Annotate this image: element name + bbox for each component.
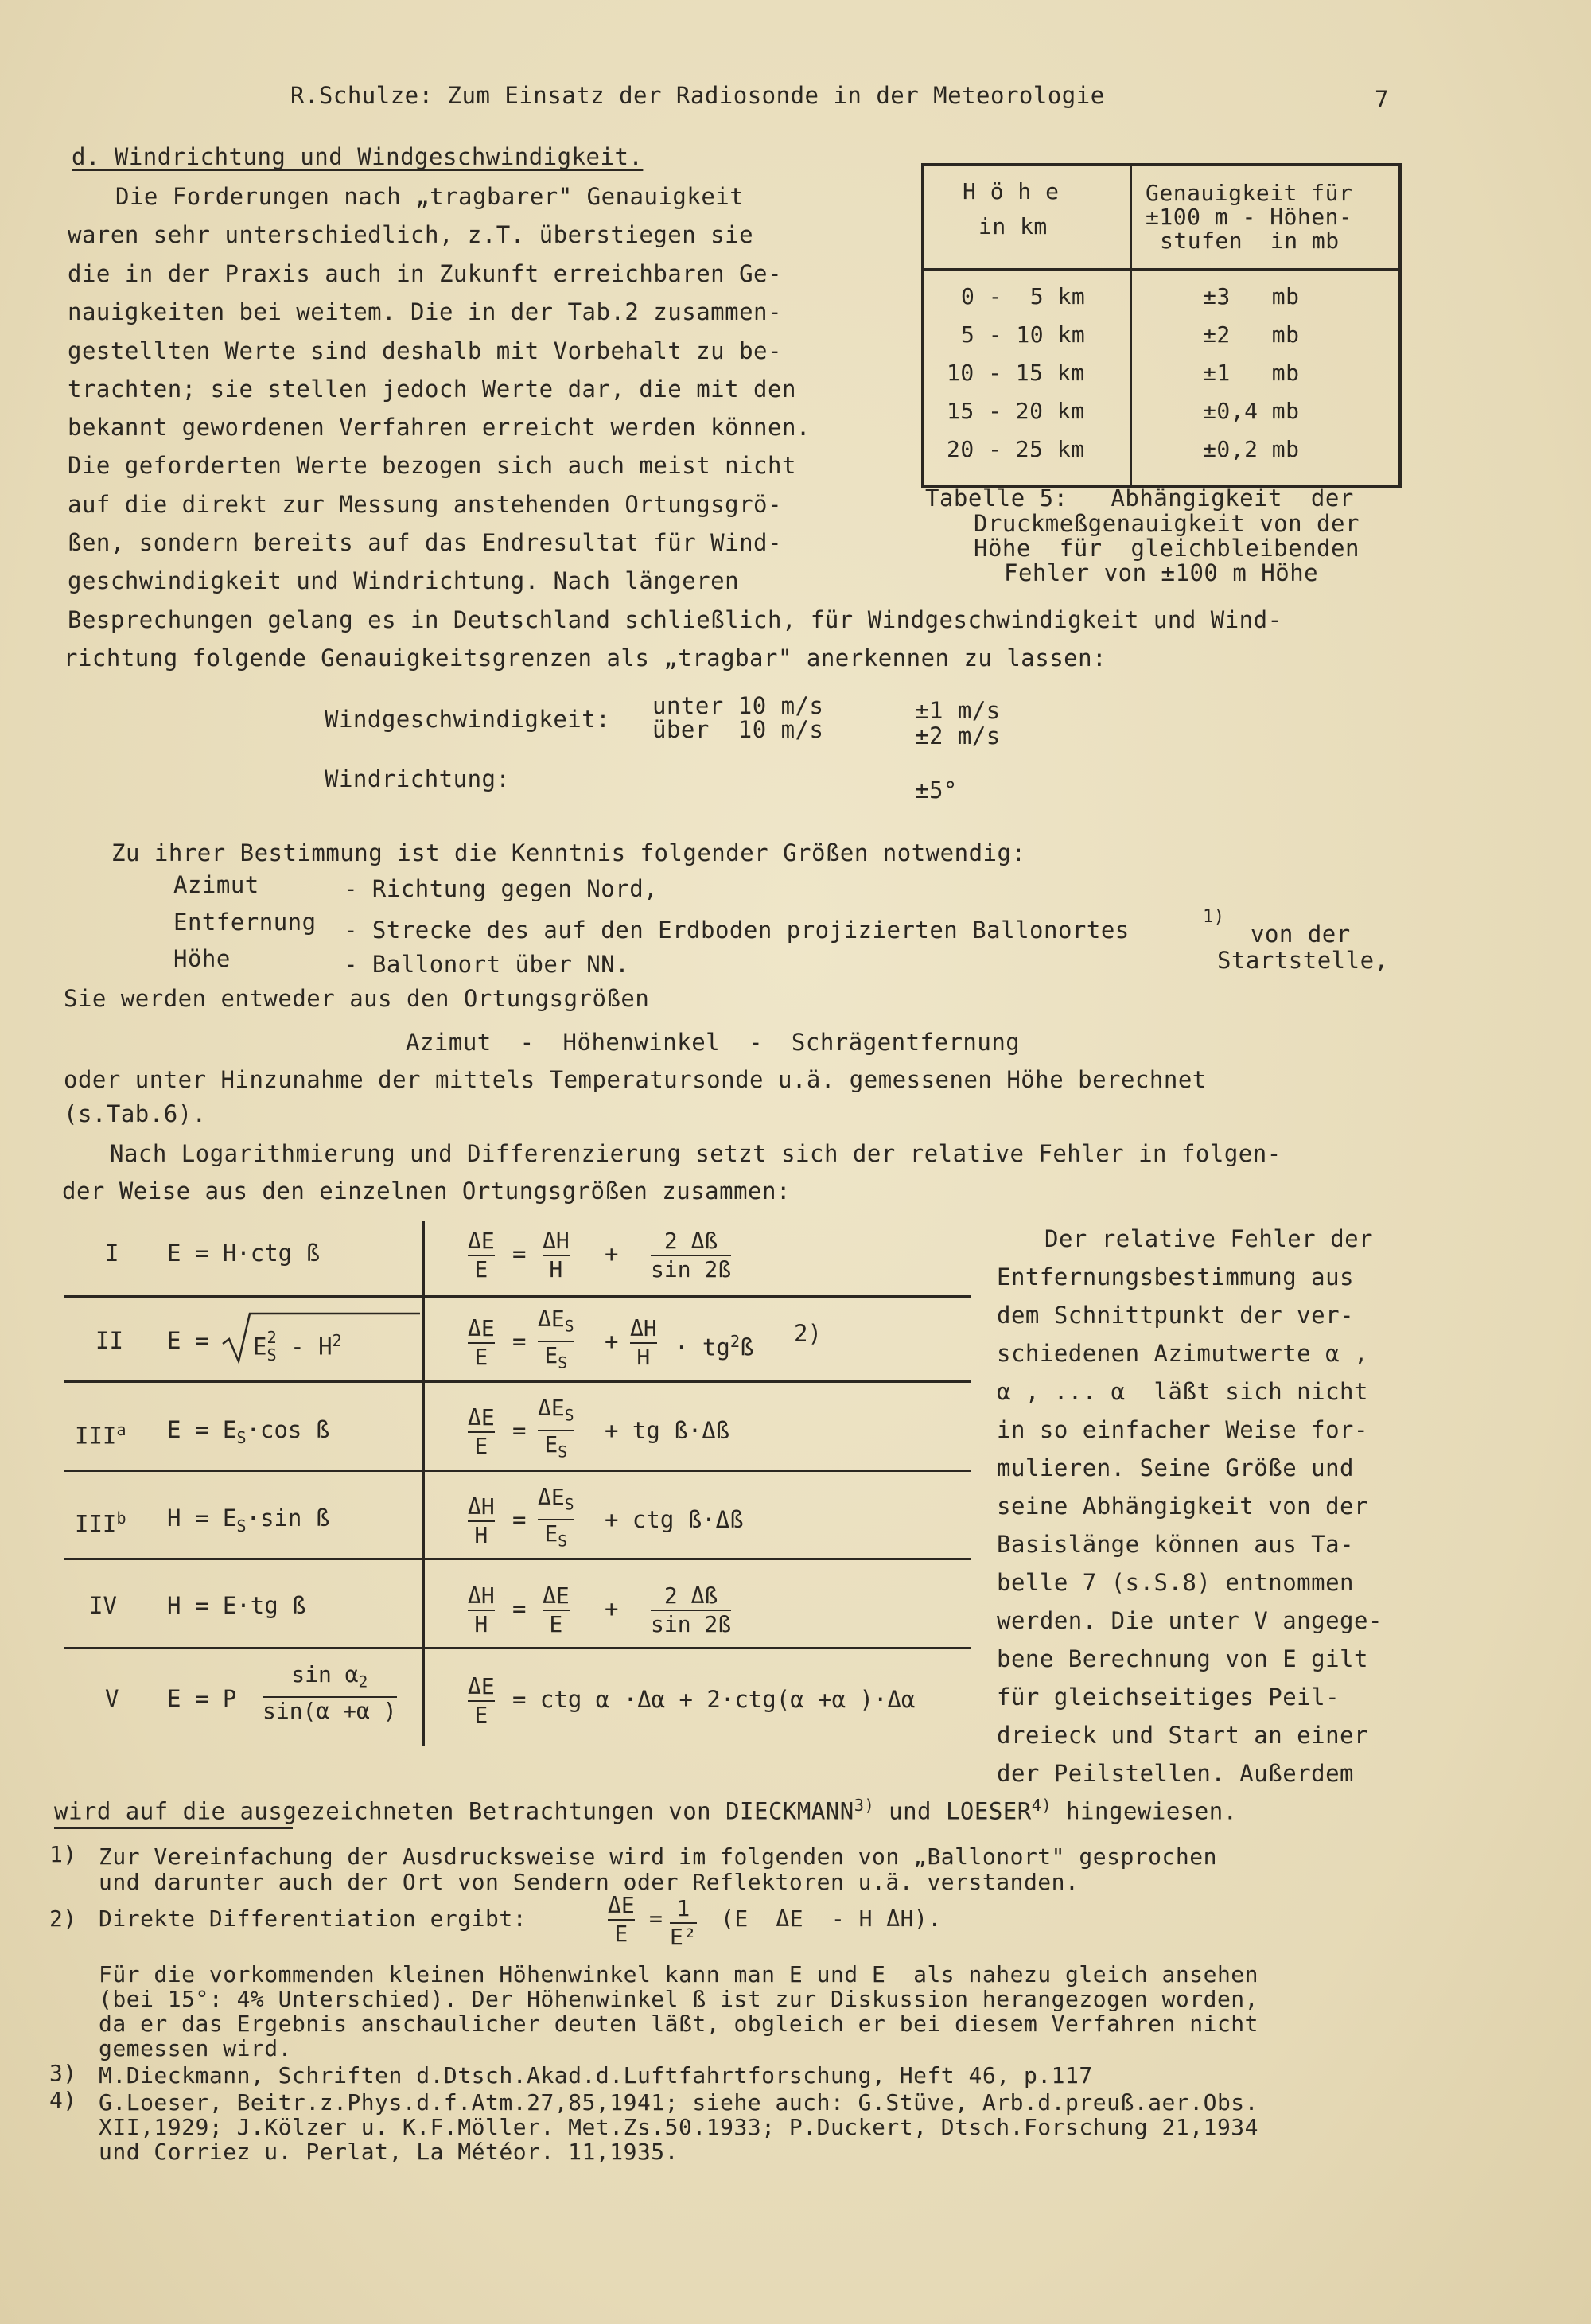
formula-table (64, 1221, 971, 1746)
table-divider (924, 268, 1398, 271)
table-divider (64, 1647, 971, 1649)
formula-left: H = E·tg ß (167, 1592, 306, 1619)
equals-sign: = (512, 1240, 527, 1267)
text-line: schiedenen Azimutwerte α , (997, 1340, 1368, 1367)
speed-under: unter 10 m/s (652, 692, 824, 719)
text-line: seine Abhängigkeit von der (997, 1493, 1368, 1520)
fraction-numerator: ΔH (468, 1493, 495, 1520)
formula-label: I (105, 1240, 119, 1267)
footnote-line: (bei 15°: 4% Unterschied). Der Höhenwinkel ß ist zur Diskussion herangezogen worden, (99, 1986, 1259, 2012)
fraction-denominator: sin(α +α ) (263, 1697, 397, 1724)
text-line: für gleichseitiges Peil- (997, 1684, 1340, 1711)
equals-sign: = (512, 1328, 527, 1355)
plus-sign: + (605, 1240, 619, 1267)
fraction-numerator: ΔE (468, 1404, 495, 1431)
text-line: Der relative Fehler der (1044, 1225, 1374, 1252)
table-divider (64, 1558, 971, 1560)
quantities-intro: Zu ihrer Bestimmung ist die Kenntnis folgender Größen notwendig: (111, 839, 1026, 866)
sqrt-body: E 2 $_S - H^2$ (253, 1327, 342, 1364)
text-line: nauigkeiten bei weitem. Die in der Tab.2 zusammen- (68, 298, 782, 325)
formula-label: III$^b$ (75, 1508, 126, 1538)
text-line: dem Schnittpunkt der ver- (997, 1302, 1354, 1329)
text-line: der Peilstellen. Außerdem (997, 1760, 1354, 1787)
speed-over-value: ±2 m/s (915, 722, 1001, 749)
equals-sign: = (512, 1595, 527, 1622)
quantity-desc: - Ballonort über NN. (344, 951, 630, 978)
fraction-numerator: $\sin \alpha_2$ (291, 1661, 368, 1691)
fraction-denominator: H (474, 1611, 488, 1637)
footnote-line: Für die vorkommenden kleinen Höhenwinkel kann man E und E als nahezu gleich ansehen (99, 1961, 1259, 1987)
text-line: Basislänge können aus Ta- (997, 1531, 1354, 1558)
text-line: Entfernungsbestimmung aus (997, 1263, 1354, 1290)
fraction-numerator: 2 Δß (663, 1228, 718, 1254)
table-divider (64, 1295, 971, 1298)
formula-term: + tg ß·Δß (605, 1417, 730, 1444)
table-divider (422, 1221, 425, 1746)
text-line: der Weise aus den einzelnen Ortungsgrößen zusammen: (62, 1178, 791, 1205)
text-line: geschwindigkeit und Windrichtung. Nach längeren (68, 567, 740, 594)
fraction (543, 1584, 570, 1637)
text-line: in so einfacher Weise for- (997, 1416, 1368, 1443)
caption-line: Fehler von ±100 m Höhe (1004, 559, 1319, 586)
speed-under-value: ±1 m/s (915, 697, 1001, 724)
fraction (263, 1663, 397, 1723)
formula-label: III$^a$ (75, 1420, 126, 1450)
fraction-numerator: ΔE (468, 1228, 495, 1254)
formula-label: V (105, 1685, 119, 1712)
text-line: Nach Logarithmierung und Differenzierung setzt sich der relative Fehler in folgen- (110, 1140, 1282, 1167)
running-header: R.Schulze: Zum Einsatz der Radiosonde in der Meteorologie (290, 82, 1105, 109)
table-header-accuracy: stufen in mb (1160, 228, 1340, 254)
speed-over: über 10 m/s (652, 716, 824, 743)
text-line: Die geforderten Werte bezogen sich auch meist nicht (68, 452, 796, 479)
fraction-denominator: H (474, 1522, 488, 1548)
footnote-mark: 4) (49, 2087, 77, 2113)
table-cell-value: ±2 mb (1203, 321, 1300, 348)
footnote-mark: 2) (49, 1906, 77, 1932)
page-number: 7 (1375, 86, 1389, 113)
fraction-numerator: ΔE (608, 1892, 635, 1918)
fraction-numerator: ΔH (543, 1228, 570, 1254)
text-line: Besprechungen gelang es in Deutschland schließlich, für Windgeschwindigkeit und Wind- (68, 606, 1282, 633)
text-line: belle 7 (s.S.8) entnommen (997, 1569, 1354, 1596)
fraction (543, 1229, 570, 1282)
footnote-rule (54, 1827, 293, 1829)
fraction-denominator: $E_S$ (544, 1431, 568, 1462)
formula-left: E = (167, 1327, 223, 1354)
fraction-denominator: sin 2ß (651, 1611, 732, 1637)
text-line: Sie werden entweder aus den Ortungsgrößen (64, 985, 650, 1012)
fraction-denominator: H (636, 1344, 651, 1370)
fraction-denominator: E (549, 1611, 563, 1637)
footnote-line: und Corriez u. Perlat, La Météor. 11,1935. (99, 2139, 679, 2165)
quantity-name: Entfernung (173, 909, 317, 936)
table-cell-range: 5 - 10 km (961, 321, 1086, 348)
text-line: die in der Praxis auch in Zukunft erreichbaren Ge- (68, 260, 782, 287)
footnote-line: G.Loeser, Beitr.z.Phys.d.f.Atm.27,85,1941; siehe auch: G.Stüve, Arb.d.preuß.aer.Obs. (99, 2089, 1259, 2116)
fraction (538, 1396, 574, 1464)
fraction (468, 1584, 495, 1637)
fraction-numerator: $\Delta E_S$ (538, 1395, 574, 1425)
table-cell-range: 15 - 20 km (947, 398, 1085, 424)
formula-label: IV (89, 1592, 117, 1619)
text-line: mulieren. Seine Größe und (997, 1454, 1354, 1481)
text-line: α , ... α läßt sich nicht (997, 1378, 1368, 1405)
formula-left: $H = E_S\cdot\sin$ ß (167, 1505, 330, 1536)
fraction (468, 1229, 495, 1282)
table-header-hoehe: H ö h e (963, 178, 1060, 204)
caption-line: Tabelle 5: Abhängigkeit der (925, 485, 1354, 512)
fraction (468, 1406, 495, 1458)
footnote-line: Zur Vereinfachung der Ausdrucksweise wird im folgenden von „Ballonort" gesprochen (99, 1843, 1217, 1870)
direction-value: ±5° (915, 777, 958, 804)
caption-line: Höhe für gleichbleibenden (974, 535, 1360, 562)
fraction-numerator: ΔH (630, 1315, 657, 1341)
text-line: richtung folgende Genauigkeitsgrenzen als „tragbar" anerkennen zu lassen: (64, 644, 1107, 672)
fraction-denominator: E (614, 1921, 628, 1947)
text-line: ßen, sondern bereits auf das Endresultat für Wind- (68, 529, 782, 556)
fraction (538, 1307, 574, 1375)
text-line: bekannt gewordenen Verfahren erreicht werden können. (68, 414, 811, 441)
formula-label: II (95, 1327, 123, 1354)
fraction-numerator: ΔH (468, 1582, 495, 1609)
fraction (468, 1495, 495, 1547)
footnote-line: da er das Ergebnis anschaulicher deuten läßt, obgleich er bei diesem Verfahren nicht (99, 2011, 1259, 2037)
text-line: von der (1251, 921, 1351, 948)
table-cell-value: ±0,4 mb (1203, 398, 1300, 424)
text-line: werden. Die unter V angege- (997, 1607, 1383, 1634)
fraction-denominator: sin 2ß (651, 1256, 732, 1283)
footnote-formula: (E ΔE - H ΔH). (721, 1906, 942, 1932)
fraction (468, 1317, 495, 1369)
table-header-unit: in km (978, 213, 1048, 239)
footnote-line: XII,1929; J.Kölzer u. K.F.Möller. Met.Zs.50.1933; P.Duckert, Dtsch.Forschung 21,1934 (99, 2114, 1259, 2140)
formula-left: E = H·ctg ß (167, 1240, 321, 1267)
quantity-name: Höhe (173, 945, 231, 972)
footnote-ref: 2) (794, 1320, 822, 1347)
fraction (608, 1894, 635, 1946)
fraction (651, 1584, 731, 1637)
footnote-lead: Direkte Differentiation ergibt: (99, 1906, 527, 1932)
quantity-desc: - Strecke des auf den Erdboden projizierten Ballonortes (344, 917, 1130, 944)
text-line: Die Forderungen nach „tragbarer" Genauigkeit (115, 183, 745, 210)
formula-left: E = P (167, 1685, 237, 1712)
footnote-ref: 1) (1203, 907, 1225, 927)
table-divider (64, 1470, 971, 1472)
section-heading: d. Windrichtung und Windgeschwindigkeit. (72, 143, 644, 170)
text-line: Startstelle, (1217, 947, 1389, 974)
text-line: trachten; sie stellen jedoch Werte dar, die mit den (68, 376, 796, 403)
table-divider (64, 1380, 971, 1383)
equals-sign: = (512, 1417, 527, 1444)
direction-label: Windrichtung: (325, 765, 511, 792)
fraction (468, 1675, 495, 1727)
caption-line: Druckmeßgenauigkeit von der (974, 510, 1360, 537)
footnote-line: und darunter auch der Ort von Sendern oder Reflektoren u.ä. verstanden. (99, 1869, 1079, 1895)
quantity-desc: - Richtung gegen Nord, (344, 875, 659, 902)
fraction (651, 1229, 731, 1282)
fraction-numerator: $\Delta E_S$ (538, 1306, 574, 1336)
fraction-denominator: E (474, 1256, 488, 1283)
fraction-denominator: H (549, 1256, 563, 1283)
plus-sign: + (605, 1595, 619, 1622)
table-header-accuracy: ±100 m - Höhen- (1146, 204, 1353, 230)
table-header-accuracy: Genauigkeit für (1146, 180, 1353, 206)
equals-sign: = (512, 1506, 527, 1533)
text-line: waren sehr unterschiedlich, z.T. überstiegen sie (68, 221, 754, 248)
formula-term: · $tg^2ß$ (675, 1332, 754, 1361)
fraction-numerator: $\Delta E_S$ (538, 1484, 574, 1514)
fraction-numerator: ΔE (468, 1315, 495, 1341)
equals-sign: = (649, 1906, 663, 1932)
fraction-denominator: E² (670, 1924, 697, 1950)
fraction (538, 1485, 574, 1553)
formula-left: $E = E_S\cdot\cos$ ß (167, 1416, 330, 1447)
fraction-denominator: E (474, 1433, 488, 1459)
fraction-numerator: 2 Δß (663, 1582, 718, 1609)
text-line: dreieck und Start an einer (997, 1722, 1368, 1749)
table-cell-range: 0 - 5 km (961, 283, 1086, 309)
table-cell-range: 10 - 15 km (947, 360, 1085, 386)
plus-sign: + (605, 1328, 619, 1355)
table-cell-value: ±3 mb (1203, 283, 1300, 309)
table-cell-value: ±1 mb (1203, 360, 1300, 386)
formula-term: + ctg ß·Δß (605, 1506, 744, 1533)
footnote-line: gemessen wird. (99, 2035, 293, 2061)
fraction-numerator: ΔE (543, 1582, 570, 1609)
fraction-denominator: $E_S$ (544, 1520, 568, 1551)
text-line: (s.Tab.6). (64, 1100, 207, 1127)
fraction-denominator: $E_S$ (544, 1341, 568, 1372)
text-line: Azimut - Höhenwinkel - Schrägentfernung (406, 1029, 1021, 1056)
speed-label: Windgeschwindigkeit: (325, 706, 611, 733)
text-line: oder unter Hinzunahme der mittels Temperatursonde u.ä. gemessenen Höhe berechnet (64, 1066, 1207, 1093)
footnote-line: M.Dieckmann, Schriften d.Dtsch.Akad.d.Luftfahrtforschung, Heft 46, p.117 (99, 2062, 1093, 2088)
text-line: gestellten Werte sind deshalb mit Vorbehalt zu be- (68, 337, 782, 364)
text-line: bene Berechnung von E gilt (997, 1645, 1368, 1672)
fraction-numerator: 1 (676, 1895, 690, 1921)
formula-term: = ctg α ·Δα + 2·ctg(α +α )·Δα (512, 1686, 916, 1713)
fraction-denominator: E (474, 1702, 488, 1728)
closing-line: wird auf die ausgezeichneten Betrachtungen von DIECKMANN$^{3)}$ und LOESER$^{4)}$ hingewiesen. (54, 1796, 1238, 1825)
footnote-mark: 3) (49, 2060, 77, 2086)
table-divider (1130, 166, 1132, 485)
fraction (630, 1317, 657, 1369)
table-cell-value: ±0,2 mb (1203, 436, 1300, 462)
quantity-name: Azimut (173, 871, 259, 898)
fraction-denominator: E (474, 1344, 488, 1370)
fraction-numerator: ΔE (468, 1673, 495, 1699)
footnote-mark: 1) (49, 1841, 77, 1867)
fraction (670, 1897, 697, 1949)
table-5 (921, 163, 1402, 488)
text-line: auf die direkt zur Messung anstehenden Ortungsgrö- (68, 491, 782, 518)
table-cell-range: 20 - 25 km (947, 436, 1085, 462)
